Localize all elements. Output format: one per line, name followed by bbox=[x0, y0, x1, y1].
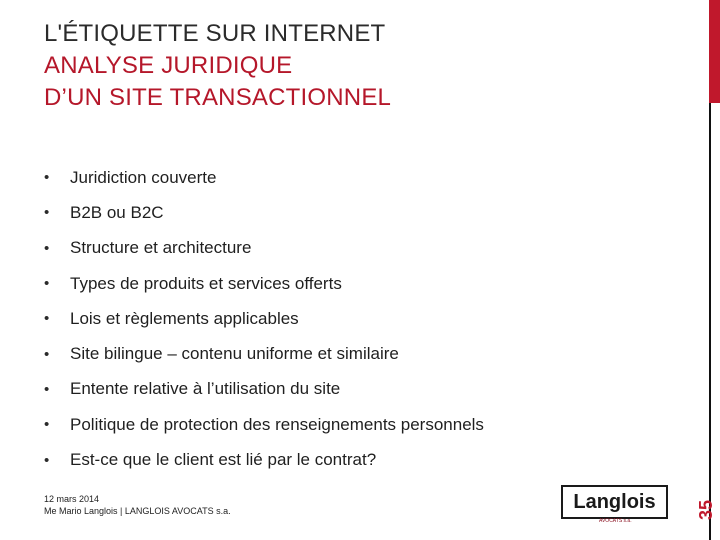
bullet-dot: • bbox=[44, 169, 50, 187]
bullet-dot: • bbox=[44, 451, 50, 469]
accent-bar bbox=[709, 0, 720, 103]
bullet-text: Est-ce que le client est lié par le contrat? bbox=[70, 450, 377, 470]
title-line-1: L'ÉTIQUETTE SUR INTERNET bbox=[44, 20, 386, 47]
bullet-item bbox=[44, 442, 484, 477]
bullet-text: Entente relative à l’utilisation du site bbox=[70, 379, 341, 399]
slide-footer bbox=[44, 493, 231, 517]
bullet-text: Lois et règlements applicables bbox=[70, 308, 299, 328]
bullet-item bbox=[44, 195, 484, 230]
bullet-item bbox=[44, 372, 484, 407]
title-line-3: D’UN SITE TRANSACTIONNEL bbox=[44, 84, 392, 111]
bullet-item bbox=[44, 160, 484, 195]
title-line-2: ANALYSE JURIDIQUE bbox=[44, 52, 293, 79]
bullet-text: Structure et architecture bbox=[70, 238, 252, 258]
bullet-dot: • bbox=[44, 310, 50, 328]
bullet-list bbox=[44, 160, 484, 478]
page-number: 35 bbox=[696, 499, 716, 521]
bullet-dot: • bbox=[44, 345, 50, 363]
footer-date: 12 mars 2014 bbox=[44, 494, 100, 504]
bullet-dot: • bbox=[44, 275, 50, 293]
langlois-logo bbox=[561, 485, 668, 522]
bullet-dot: • bbox=[44, 380, 50, 398]
bullet-item bbox=[44, 301, 484, 336]
bullet-text: Site bilingue – contenu uniforme et similaire bbox=[70, 344, 399, 364]
bullet-item bbox=[44, 266, 484, 301]
bullet-dot: • bbox=[44, 204, 50, 222]
bullet-item bbox=[44, 336, 484, 371]
bullet-dot: • bbox=[44, 239, 50, 257]
bullet-item bbox=[44, 231, 484, 266]
bullet-text: B2B ou B2C bbox=[70, 202, 164, 222]
logo-wordmark: Langlois bbox=[561, 485, 668, 519]
logo-subtitle: AVOCATS s.a. bbox=[599, 518, 632, 524]
bullet-dot: • bbox=[44, 416, 50, 434]
right-rule bbox=[709, 103, 711, 540]
bullet-text: Politique de protection des renseignements personnels bbox=[70, 414, 484, 434]
slide-title bbox=[44, 18, 664, 114]
bullet-item bbox=[44, 407, 484, 442]
bullet-text: Juridiction couverte bbox=[70, 167, 217, 187]
footer-author: Me Mario Langlois | LANGLOIS AVOCATS s.a. bbox=[44, 506, 231, 516]
bullet-text: Types de produits et services offerts bbox=[70, 273, 342, 293]
